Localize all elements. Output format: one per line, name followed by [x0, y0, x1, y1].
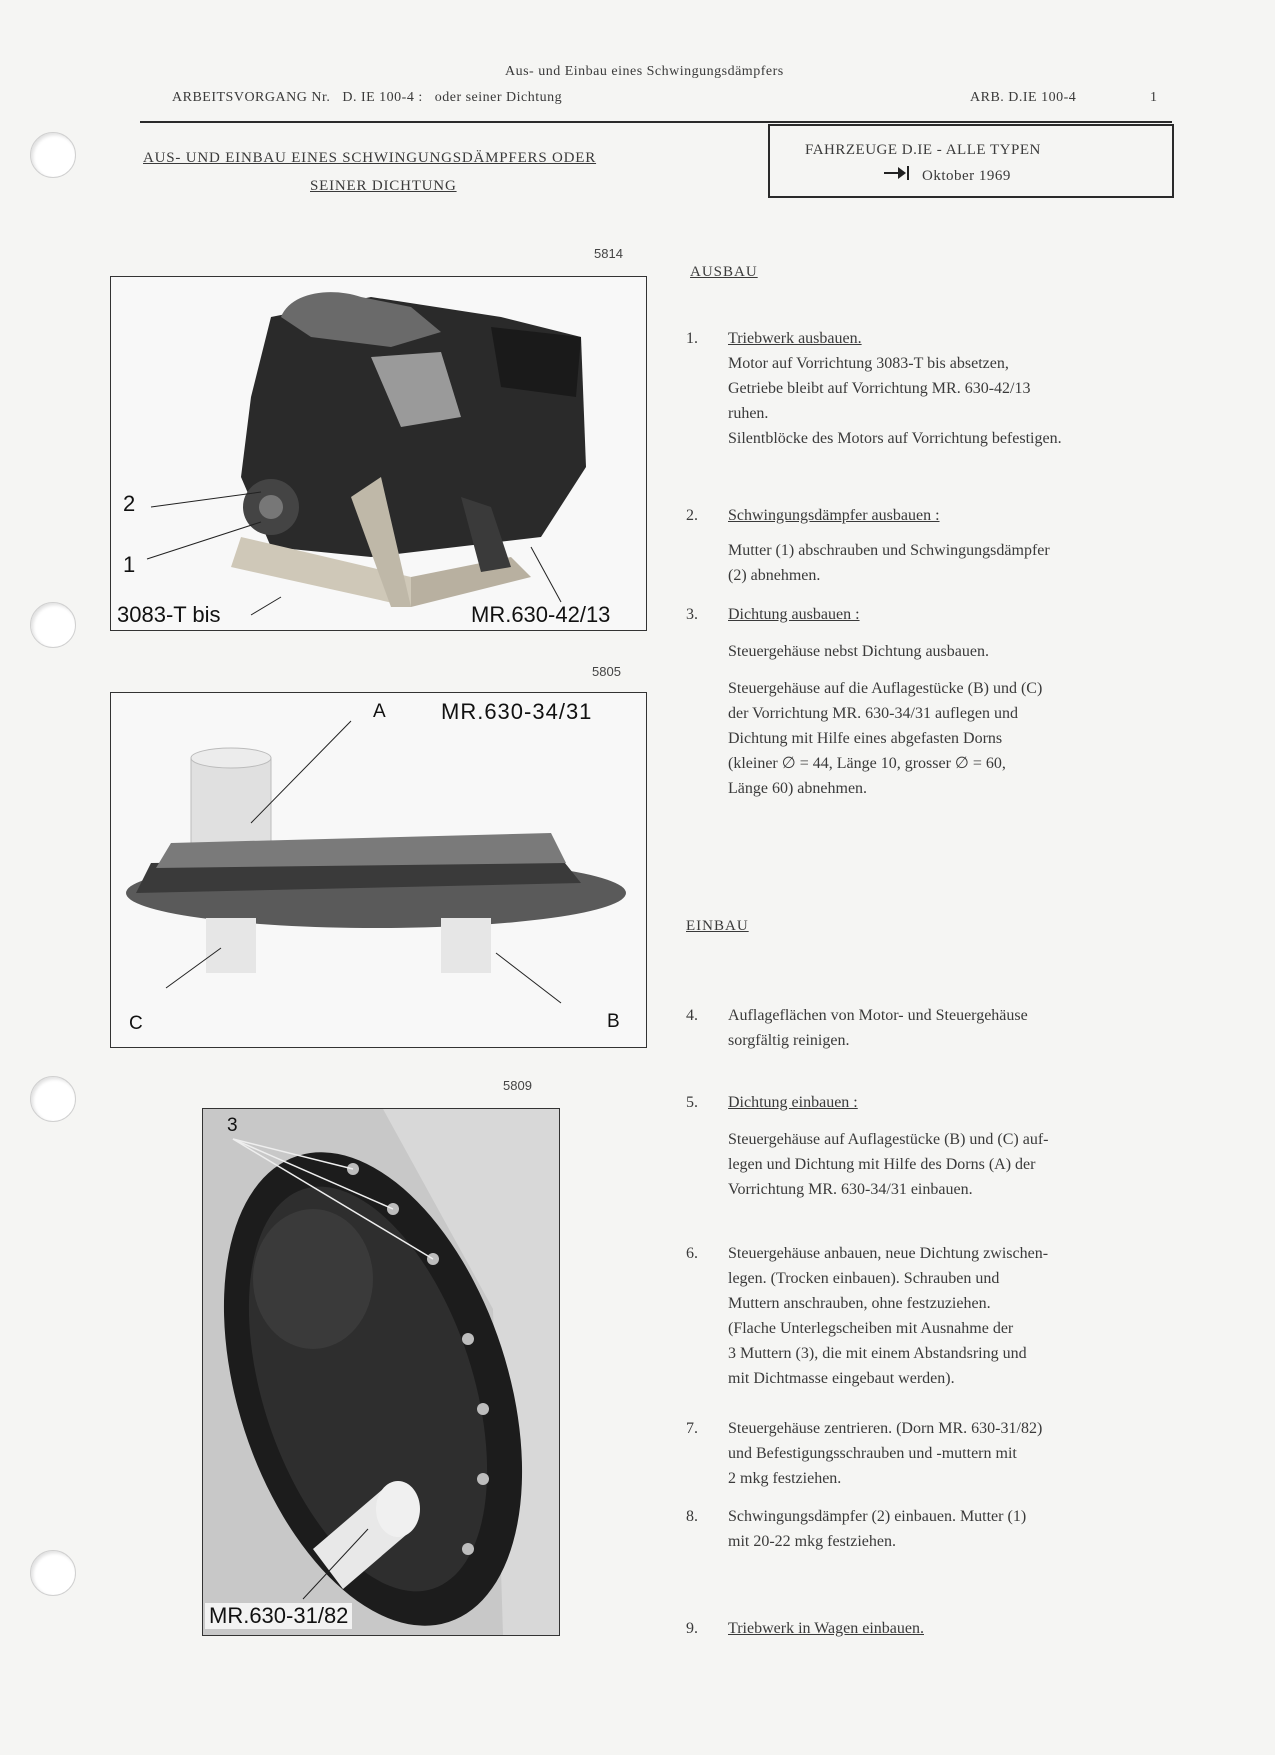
step-line: ruhen. — [728, 405, 769, 422]
section-ausbau: AUSBAU — [690, 264, 758, 280]
step-line: Getriebe bleibt auf Vorrichtung MR. 630-42/13 — [728, 380, 1031, 397]
step-number: 3. — [686, 606, 698, 623]
header-arbeitsvorgang — [172, 90, 562, 106]
figure-number-3: 5809 — [503, 1078, 532, 1093]
step-line: 2 mkg festziehen. — [728, 1470, 842, 1487]
step-line: 3 Muttern (3), die mit einem Abstandsring und — [728, 1345, 1027, 1362]
step-title: Triebwerk ausbauen. — [728, 330, 862, 347]
arrow-bar-icon-svg — [882, 164, 912, 182]
step-line: sorgfältig reinigen. — [728, 1032, 850, 1049]
step-line: Vorrichtung MR. 630-34/31 einbauen. — [728, 1181, 973, 1198]
header-code-right: ARB. D.IE 100-4 — [970, 90, 1077, 105]
vehicle-date: Oktober 1969 — [922, 168, 1011, 184]
step-line: und Befestigungsschrauben und -muttern mit — [728, 1445, 1017, 1462]
step-3 — [686, 602, 1158, 801]
step-number: 9. — [686, 1620, 698, 1637]
step-line: Steuergehäuse auf Auflagestücke (B) und (C) auf- — [728, 1131, 1049, 1148]
step-7 — [686, 1416, 1158, 1491]
step-line: Muttern anschrauben, ohne festzuziehen. — [728, 1295, 991, 1312]
tool-label-630-34: MR.630-34/31 — [441, 699, 593, 724]
header-code-left: D. IE 100-4 : — [342, 90, 423, 105]
label-B: B — [607, 1011, 620, 1032]
vehicle-box — [768, 124, 1174, 198]
tool-label-630-31: MR.630-31/82 — [205, 1603, 352, 1629]
label-2: 2 — [123, 491, 136, 516]
step-number: 1. — [686, 330, 698, 347]
page-number: 1 — [1150, 90, 1158, 105]
step-number: 6. — [686, 1245, 698, 1262]
tool-label-630-42: MR.630-42/13 — [471, 602, 611, 627]
header-arbeitsvorgang-label: ARBEITSVORGANG Nr. — [172, 90, 331, 105]
step-1 — [686, 326, 1158, 451]
header-rule — [140, 121, 1172, 123]
header-subject-line2: oder seiner Dichtung — [434, 90, 563, 105]
step-line: (kleiner ∅ = 44, Länge 10, grosser ∅ = 60, — [728, 755, 1006, 772]
cover-photo — [202, 1108, 560, 1636]
step-5 — [686, 1090, 1158, 1202]
punch-hole — [30, 1550, 76, 1596]
step-4 — [686, 1003, 1158, 1053]
step-2 — [686, 503, 1158, 588]
step-title: Schwingungsdämpfer ausbauen : — [728, 507, 940, 524]
step-line: (Flache Unterlegscheiben mit Ausnahme der — [728, 1320, 1014, 1337]
step-line: Schwingungsdämpfer (2) einbauen. Mutter (1) — [728, 1508, 1027, 1525]
step-title: Triebwerk in Wagen einbauen. — [728, 1620, 924, 1637]
label-A: A — [373, 701, 386, 722]
step-line: mit Dichtmasse eingebaut werden). — [728, 1370, 955, 1387]
step-line: legen. (Trocken einbauen). Schrauben und — [728, 1270, 1000, 1287]
step-line: Steuergehäuse nebst Dichtung ausbauen. — [728, 643, 989, 660]
step-number: 7. — [686, 1420, 698, 1437]
label-1: 1 — [123, 552, 136, 577]
housing-photo — [110, 692, 647, 1048]
step-line: der Vorrichtung MR. 630-34/31 auflegen und — [728, 705, 1019, 722]
step-line: Auflageflächen von Motor- und Steuergehäuse — [728, 1007, 1028, 1024]
section-einbau: EINBAU — [686, 918, 749, 934]
label-C: C — [129, 1013, 143, 1034]
step-line: Motor auf Vorrichtung 3083-T bis absetzen, — [728, 355, 1009, 372]
step-8 — [686, 1504, 1158, 1554]
arrow-bar-icon — [882, 164, 912, 187]
tool-label-3083: 3083-T bis — [117, 602, 221, 627]
step-line: (2) abnehmen. — [728, 567, 821, 584]
figure-number-1: 5814 — [594, 246, 623, 261]
step-line: Steuergehäuse anbauen, neue Dichtung zwischen- — [728, 1245, 1049, 1262]
punch-hole — [30, 132, 76, 178]
punch-hole — [30, 1076, 76, 1122]
step-6 — [686, 1241, 1158, 1391]
step-line: Mutter (1) abschrauben und Schwingungsdämpfer — [728, 542, 1050, 559]
step-title: Dichtung einbauen : — [728, 1094, 858, 1111]
step-line: Länge 60) abnehmen. — [728, 780, 868, 797]
step-number: 2. — [686, 507, 698, 524]
step-line: Dichtung mit Hilfe eines abgefasten Dorns — [728, 730, 1003, 747]
step-line: Steuergehäuse zentrieren. (Dorn MR. 630-31/82) — [728, 1420, 1043, 1437]
punch-hole — [30, 602, 76, 648]
step-9 — [686, 1616, 1158, 1641]
step-title: Dichtung ausbauen : — [728, 606, 860, 623]
step-line: Silentblöcke des Motors auf Vorrichtung befestigen. — [728, 430, 1062, 447]
engine-illustration — [111, 277, 646, 630]
header-subject-line1: Aus- und Einbau eines Schwingungsdämpfers — [505, 64, 784, 79]
step-number: 5. — [686, 1094, 698, 1111]
figure-number-2: 5805 — [592, 664, 621, 679]
page-title-line1: AUS- UND EINBAU EINES SCHWINGUNGSDÄMPFERS ODER — [143, 150, 597, 166]
step-line: mit 20-22 mkg festziehen. — [728, 1533, 896, 1550]
label-3: 3 — [227, 1115, 238, 1136]
housing-illustration — [111, 693, 646, 1047]
step-number: 4. — [686, 1007, 698, 1024]
cover-illustration — [203, 1109, 559, 1635]
step-line: Steuergehäuse auf die Auflagestücke (B) und (C) — [728, 680, 1043, 697]
vehicle-types: FAHRZEUGE D.IE - ALLE TYPEN — [805, 142, 1041, 158]
step-line: legen und Dichtung mit Hilfe des Dorns (A) der — [728, 1156, 1036, 1173]
step-number: 8. — [686, 1508, 698, 1525]
page-title-line2: SEINER DICHTUNG — [310, 178, 457, 194]
engine-photo — [110, 276, 647, 631]
